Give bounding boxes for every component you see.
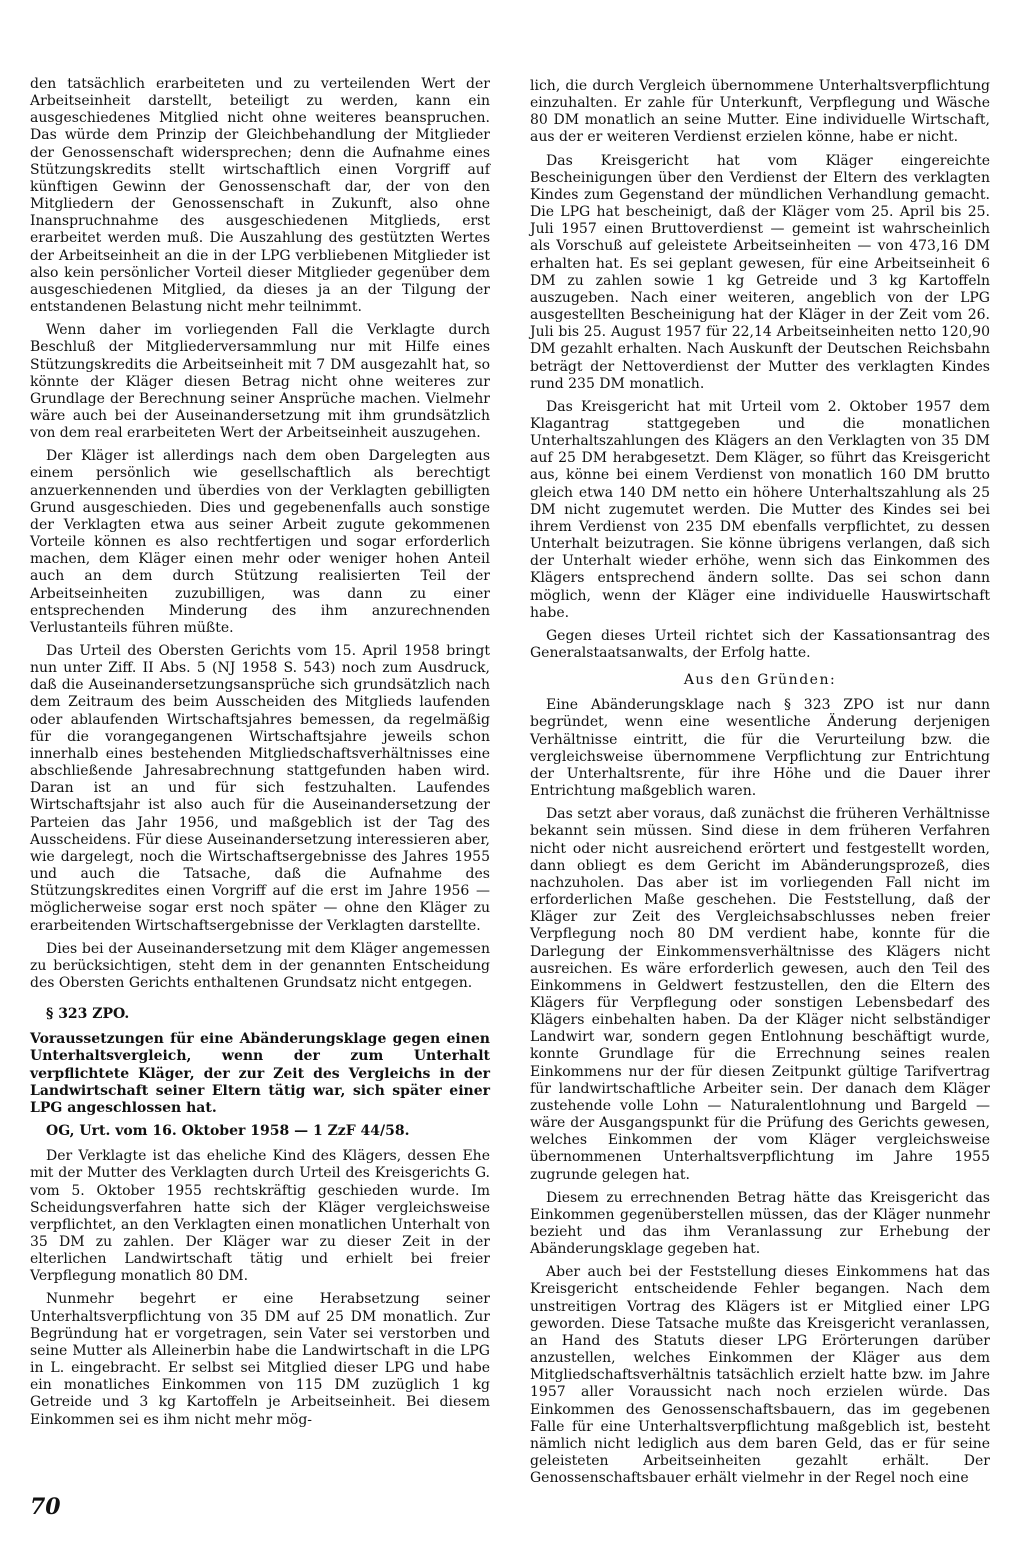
page-number: 70 [30, 1494, 61, 1520]
left-paragraph-5: Dies bei der Auseinandersetzung mit dem Kläger angemessen zu berücksichtigen, steht dem in der genannten Entscheidung des Obersten Gerichts enthaltenen Grundsatz nicht entgegen. [30, 940, 490, 991]
reasons-heading: Aus den Gründen: [683, 672, 837, 689]
right-paragraph-2: Das Kreisgericht hat vom Kläger eingereichte Bescheinigungen über den Verdienst der Eltern des verklagten Kindes zum Gegenstand der mündlichen Verhandlung gemacht. Die LPG hat bescheinigt, daß der Kläger vom 25. April bis 25. Juli 1957 einen Bruttoverdienst — gemeint ist wahrscheinlich als Vorschuß auf geleistete Arbeitseinheiten — von 473,16 DM erhalten hat. Es sei geplant gewesen, für eine Arbeitseinheit 6 DM zu zahlen sowie 1 kg Getreide und 3 kg Kartoffeln auszugeben. Nach einer weiteren, angeblich von der LPG ausgestellten Bescheinigung hat der Kläger in der Zeit vom 26. Juli bis 25. August 1957 für 22,14 Arbeitseinheiten netto 120,90 DM gezahlt erhalten. Nach Auskunft der Deutschen Reichsbahn beträgt der Nettoverdienst der Mutter des verklagten Kindes rund 235 DM monatlich. [530, 152, 990, 392]
right-paragraph-5: Eine Abänderungsklage nach § 323 ZPO ist nur dann begründet, wenn eine wesentliche Änderung derjenigen Verhältnisse eintritt, die für die Verurteilung bzw. die vergleichsweise übernommene Verpflichtung zur Entrichtung der Unterhaltsrente, für ihre Höhe und die Dauer ihrer Entrichtung maßgeblich waren. [530, 697, 990, 800]
left-column [30, 76, 490, 1435]
left-paragraph-6: Der Verklagte ist das eheliche Kind des Klägers, dessen Ehe mit der Mutter des Verklagten durch Urteil des Kreisgerichts G. vom 5. Oktober 1955 rechtskräftig geschieden wurde. Im Scheidungsverfahren hatte sich der Kläger vergleichsweise verpflichtet, an den Verklagten einen monatlichen Unterhalt von 35 DM zu zahlen. Der Kläger war zu dieser Zeit in der elterlichen Landwirtschaft tätig und erhielt bei freier Verpflegung monatlich 80 DM. [30, 1148, 490, 1285]
right-paragraph-6: Das setzt aber voraus, daß zunächst die früheren Verhältnisse bekannt sein müssen. Sind diese in dem früheren Verfahren nicht oder nicht ausreichend erörtert und festgestellt worden, dann obliegt es dem Gericht im Abänderungsprozeß, dies nachzuholen. Das aber ist im vorliegenden Fall nicht im erforderlichen Maße geschehen. Die Feststellung, daß der Kläger zur Zeit des Vergleichsabschlusses neben freier Verpflegung noch 80 DM verdient habe, konnte für die Darlegung der Einkommensverhältnisse des Klägers nicht ausreichen. Es wäre erforderlich gewesen, auch den Teil des Einkommens in Geldwert festzustellen, den die Eltern des Klägers für Verpflegung oder sonstigen Lebensbedarf des Klägers einbehalten haben. Da der Kläger nicht selbständiger Landwirt war, sondern gegen Entlohnung beschäftigt wurde, konnte Grundlage für die Errechnung seines realen Einkommens nur der für diesen Zeitpunkt gültige Tarifvertrag für landwirtschaftliche Arbeiter sein. Der danach dem Kläger zustehende volle Lohn — Naturalentlohnung und Bargeld — wäre der Ausgangspunkt für die Prüfung des Gerichts gewesen, welches Einkommen der vom Kläger vergleichsweise übernommenen Unterhaltsverpflichtung im Jahre 1955 zugrunde gelegen hat. [530, 806, 990, 1183]
left-paragraph-7: Nunmehr begehrt er eine Herabsetzung seiner Unterhaltsverpflichtung von 35 DM auf 25 DM monatlich. Zur Begründung hat er vorgetragen, sein Vater sei verstorben und seine Mutter als Alleinerbin habe die Landwirtschaft in die LPG in L. eingebracht. Er selbst sei Mitglied dieser LPG und habe ein monatliches Einkommen von 115 DM zuzüglich 1 kg Getreide und 3 kg Kartoffeln je Arbeitseinheit. Bei diesem Einkommen sei es ihm nicht mehr mög- [30, 1291, 490, 1428]
headnote: Voraussetzungen für eine Abänderungsklage gegen einen Unterhaltsvergleich, wenn der zum Unterhalt verpflichtete Kläger, der zur Zeit des Vergleichs in der Landwirtschaft seiner Eltern tätig war, sich später einer LPG angeschlossen hat. [30, 1031, 490, 1116]
right-paragraph-7: Diesem zu errechnenden Betrag hätte das Kreisgericht das Einkommen gegenüberstellen müssen, das der Kläger nunmehr bezieht und das ihm Veranlassung zur Erhebung der Abänderungsklage gegeben hat. [530, 1189, 990, 1258]
left-paragraph-2: Wenn daher im vorliegenden Fall die Verklagte durch Beschluß der Mitgliederversammlung nur mit Hilfe eines Stützungskredits die Arbeitseinheit mit 7 DM ausgezahlt hat, so könnte der Kläger diesen Betrag nicht ohne weiteres zur Grundlage der Berechnung seiner Ansprüche machen. Vielmehr wäre auch bei der Auseinandersetzung mit ihm grundsätzlich von dem real erarbeiteten Wert der Arbeitseinheit auszugehen. [30, 322, 490, 442]
right-paragraph-3: Das Kreisgericht hat mit Urteil vom 2. Oktober 1957 dem Klagantrag stattgegeben und die monatlichen Unterhaltszahlungen des Klägers an den Verklagten von 35 DM auf 25 DM herabgesetzt. Dem Kläger, so führt das Kreisgericht aus, könne bei einem Verdienst von monatlich 160 DM brutto gleich etwa 140 DM netto ein höhere Unterhaltszahlung als 25 DM nicht zugemutet werden. Die Mutter des Kindes sei bei ihrem Verdienst von 235 DM ebenfalls verpflichtet, zu dessen Unterhalt beizutragen. Sie könne übrigens verlangen, daß sich der Unterhalt wieder erhöhe, wenn sich das Einkommen des Klägers entsprechend ändern sollte. Das sei schon dann möglich, wenn der Kläger eine individuelle Hauswirtschaft habe. [530, 398, 990, 621]
right-column [530, 78, 990, 1493]
right-paragraph-4: Gegen dieses Urteil richtet sich der Kassationsantrag des Generalstaatsanwalts, der Erfolg hatte. [530, 627, 990, 661]
right-paragraph-1: lich, die durch Vergleich übernommene Unterhaltsverpflichtung einzuhalten. Er zahle für Unterkunft, Verpflegung und Wäsche 80 DM monatlich an seine Mutter. Eine individuelle Wirtschaft, aus der er weiteren Verdienst erzielen könne, habe er nicht. [530, 78, 990, 146]
left-paragraph-3: Der Kläger ist allerdings nach dem oben Dargelegten aus einem persönlich wie gesellschaftlich als berechtigt anzuerkennenden und überdies von der Verklagten gebilligten Grund ausgeschieden. Dies und gegebenenfalls auch sonstige der Verklagten etwa aus seiner Arbeit zugute gekommenen Vorteile können es also rechtfertigen und sogar erforderlich machen, dem Kläger einen mehr oder weniger hohen Anteil auch an dem durch Stützung realisierten Teil der Arbeitseinheiten zuzubilligen, was dann zu einer entsprechenden Minderung des ihm anzurechnenden Verlustanteils führen müßte. [30, 448, 490, 636]
right-paragraph-8: Aber auch bei der Feststellung dieses Einkommens hat das Kreisgericht entscheidende Fehler begangen. Nach dem unstreitigen Vortrag des Klägers ist er Mitglied einer LPG geworden. Diese Tatsache mußte das Kreisgericht veranlassen, an Hand des Statuts dieser LPG Erörterungen darüber anzustellen, welches Einkommen der Kläger aus dem Mitgliedschaftsverhältnis tatsächlich erzielt hatte bzw. im Jahre 1957 aller Voraussicht nach noch erzielen würde. Das Einkommen des Genossenschaftsbauern, das im gegebenen Falle für eine Unterhaltsverpflichtung maßgeblich ist, besteht nämlich nicht lediglich aus dem baren Geld, das er für seine geleisteten Arbeitseinheiten gezahlt erhält. Der Genossenschaftsbauer erhält vielmehr in der Regel noch eine [530, 1264, 990, 1487]
left-paragraph-1: den tatsächlich erarbeiteten und zu verteilenden Wert der Arbeitseinheit darstellt, beteiligt zu werden, kann ein ausgeschiedenes Mitglied nicht ohne weiteres beanspruchen. Das würde dem Prinzip der Gleichbehandlung der Mitglieder der Genossenschaft widersprechen; denn die Aufnahme eines Stützungskredits stellt wirtschaftlich einen Vorgriff auf künftigen Gewinn der Genossenschaft dar, der von den Mitgliedern der Genossenschaft in Zukunft, also ohne Inanspruchnahme des ausgeschiedenen Mitglieds, erst erarbeitet werden muß. Die Auszahlung des gestützten Wertes der Arbeitseinheit an die in der LPG verbliebenen Mitglieder ist also kein persönlicher Vorteil dieser Mitglieder gegenüber dem ausgeschiedenen Mitglied, da dieses ja an der Tilgung der entstandenen Belastung nicht mehr teilnimmt. [30, 76, 490, 316]
left-paragraph-4: Das Urteil des Obersten Gerichts vom 15. April 1958 bringt nun unter Ziff. II Abs. 5 (NJ 1958 S. 543) noch zum Ausdruck, daß die Auseinandersetzungsansprüche sich grundsätzlich nach dem Zeitraum des beim Ausscheiden des Mitglieds laufenden oder ablaufenden Wirtschaftsjahres bemessen, da regelmäßig für die vorangegangenen Wirtschaftsjahre jeweils schon innerhalb eines bestehenden Mitgliedschaftsverhältnisses eine abschließende Jahresabrechnung stattgefunden haben wird. Daran ist an und für sich festzuhalten. Laufendes Wirtschaftsjahr ist also auch für die Auseinandersetzung der Parteien das Jahr 1956, und maßgeblich ist der Tag des Ausscheidens. Für diese Auseinandersetzung interessieren aber, wie dargelegt, noch die Wirtschaftsergebnisse des Jahres 1955 und auch die Tatsache, daß die Aufnahme des Stützungskredites einen Vorgriff auf die erst im Jahre 1956 — möglicherweise sogar erst noch später — ohne den Kläger zu erarbeitenden Wirtschaftsergebnisse der Verklagten darstellte. [30, 643, 490, 934]
section-heading: § 323 ZPO. [46, 1006, 130, 1023]
court-citation: OG, Urt. vom 16. Oktober 1958 — 1 ZzF 44/58. [46, 1123, 410, 1140]
